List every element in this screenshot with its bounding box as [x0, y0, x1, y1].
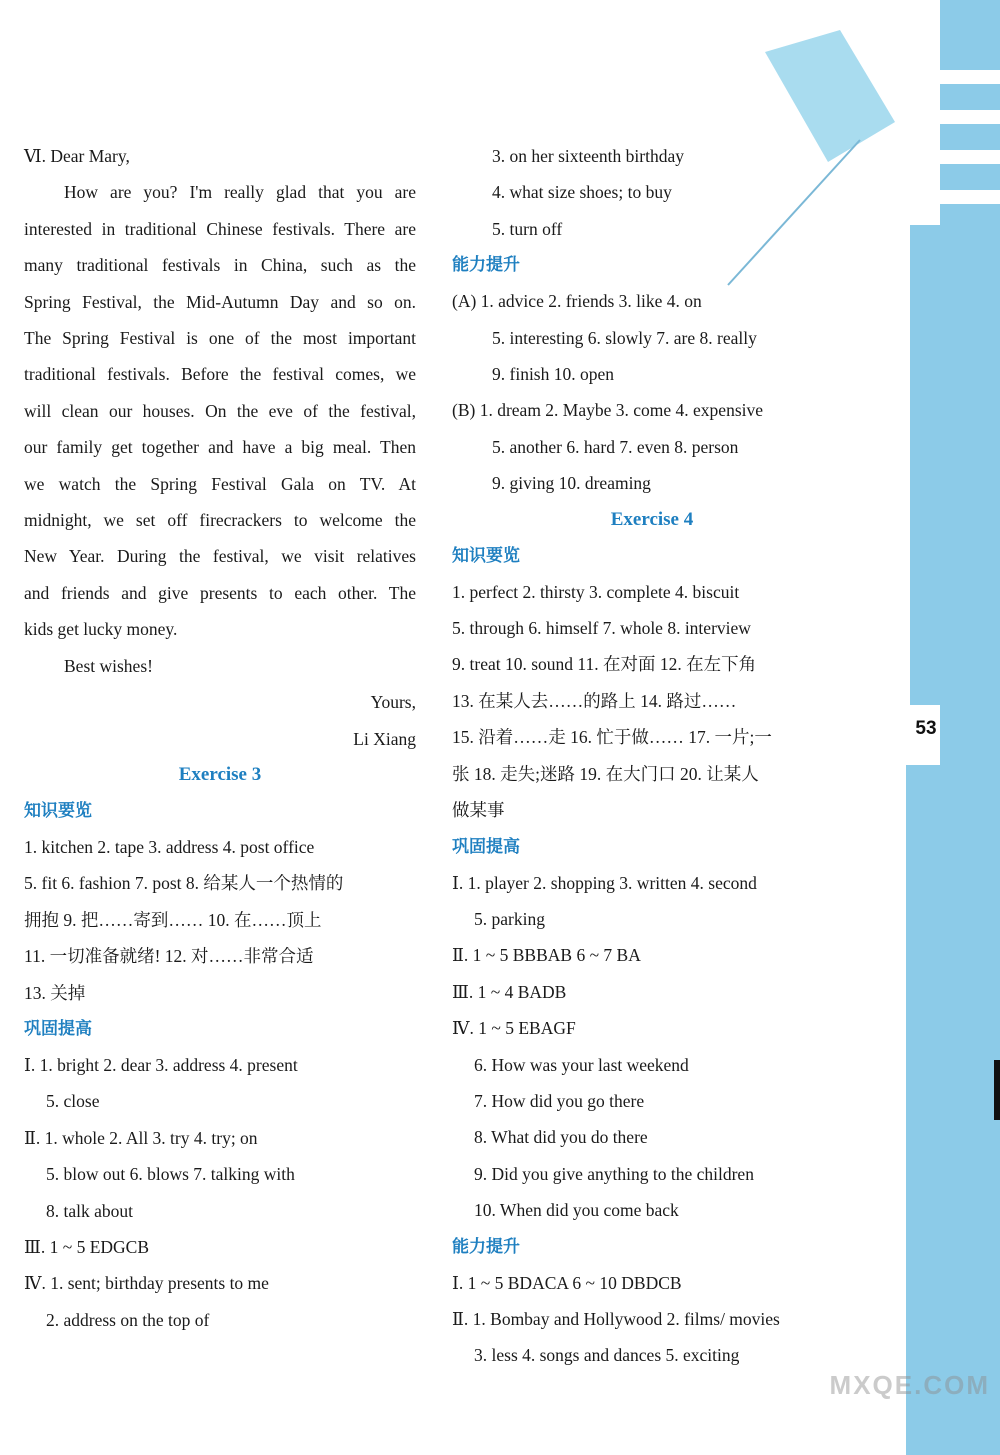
answer-line: Ⅲ. 1 ~ 5 EDGCB	[24, 1236, 150, 1257]
answer-line: 拥抱 9. 把……寄到…… 10. 在……顶上	[24, 909, 322, 930]
answer-line: 4. what size shoes; to buy	[492, 182, 672, 203]
watermark: MXQE.COM	[829, 1370, 990, 1400]
answer-line: Ⅱ. 1. Bombay and Hollywood 2. films/ movies	[452, 1308, 780, 1329]
edge-mark	[994, 1060, 1000, 1120]
answer-line: 15. 沿着……走 16. 忙于做…… 17. 一片;一	[452, 727, 772, 748]
answer-line: 1. kitchen 2. tape 3. address 4. post office	[24, 836, 315, 857]
knowledge-heading: 知识要览	[452, 545, 520, 566]
letter-name: Li Xiang	[353, 728, 416, 749]
answer-line: (B) 1. dream 2. Maybe 3. come 4. expensive	[452, 400, 764, 421]
answer-line: Ⅳ. 1 ~ 5 EBAGF	[452, 1018, 576, 1039]
answer-line: 13. 关掉	[24, 982, 86, 1003]
consolidate-heading: 巩固提高	[24, 1018, 92, 1039]
answer-line: 1. perfect 2. thirsty 3. complete 4. biscuit	[452, 581, 740, 602]
answer-line: 7. How did you go there	[474, 1090, 645, 1111]
letter-line: and friends and give presents to each other. The	[24, 582, 416, 603]
letter-greeting: Ⅵ. Dear Mary,	[24, 146, 130, 166]
answer-line: 9. finish 10. open	[492, 364, 615, 385]
answer-line: Ⅲ. 1 ~ 4 BADB	[452, 981, 567, 1002]
answer-line: Ⅱ. 1 ~ 5 BBBAB 6 ~ 7 BA	[452, 945, 641, 966]
letter-line: New Year. During the festival, we visit relatives	[24, 546, 416, 567]
knowledge-heading: 知识要览	[24, 800, 92, 821]
answer-line: Ⅳ. 1. sent; birthday presents to me	[24, 1273, 269, 1294]
exercise-4-title: Exercise 4	[610, 508, 694, 530]
ability-heading: 能力提升	[452, 255, 520, 276]
letter-line: How are you? I'm really glad that you are	[64, 182, 416, 203]
ability-heading: 能力提升	[452, 1236, 520, 1257]
exercise-3-title: Exercise 3	[178, 763, 262, 785]
letter-line: many traditional festivals in China, such as the	[24, 255, 416, 276]
letter-line: Spring Festival, the Mid-Autumn Day and so on.	[24, 291, 416, 312]
answer-line: 5. fit 6. fashion 7. post 8. 给某人一个热情的	[24, 873, 344, 894]
letter-line: we watch the Spring Festival Gala on TV. At	[24, 473, 416, 494]
letter-signoff: Yours,	[370, 692, 416, 713]
letter-line: our family get together and have a big meal. Then	[24, 437, 416, 458]
answer-line: 5. parking	[474, 908, 545, 929]
answer-line: 11. 一切准备就绪! 12. 对……非常合适	[24, 946, 314, 967]
answer-line: (A) 1. advice 2. friends 3. like 4. on	[452, 291, 702, 312]
letter-line: The Spring Festival is one of the most important	[24, 328, 416, 349]
answer-line: 5. through 6. himself 7. whole 8. interview	[452, 618, 751, 639]
right-column	[452, 138, 852, 1374]
answer-line: Ⅰ. 1. bright 2. dear 3. address 4. present	[24, 1054, 298, 1075]
answer-line: 10. When did you come back	[474, 1200, 679, 1221]
answer-line: 2. address on the top of	[46, 1309, 210, 1330]
letter-line: will clean our houses. On the eve of the festival,	[24, 400, 416, 421]
letter-line: traditional festivals. Before the festival comes, we	[24, 364, 416, 385]
answer-line: 8. talk about	[46, 1200, 133, 1221]
answer-line: 5. interesting 6. slowly 7. are 8. really	[492, 327, 757, 348]
answer-line: 9. giving 10. dreaming	[492, 473, 651, 494]
letter-line: midnight, we set off firecrackers to welcome the	[24, 510, 416, 531]
answer-line: 8. What did you do there	[474, 1127, 648, 1148]
answer-line: 9. treat 10. sound 11. 在对面 12. 在左下角	[452, 654, 757, 675]
answer-line: 3. less 4. songs and dances 5. exciting	[474, 1345, 740, 1366]
answer-line: Ⅰ. 1 ~ 5 BDACA 6 ~ 10 DBDCB	[452, 1272, 682, 1293]
answer-line: Ⅰ. 1. player 2. shopping 3. written 4. second	[452, 872, 757, 893]
answer-line: Ⅱ. 1. whole 2. All 3. try 4. try; on	[24, 1127, 258, 1148]
answer-line: 13. 在某人去……的路上 14. 路过……	[452, 690, 737, 711]
letter-closing: Best wishes!	[64, 655, 153, 676]
answer-line: 5. close	[46, 1091, 100, 1112]
answer-line: 9. Did you give anything to the children	[474, 1163, 754, 1184]
answer-line: 张 18. 走失;迷路 19. 在大门口 20. 让某人	[452, 763, 759, 784]
answer-line: 5. blow out 6. blows 7. talking with	[46, 1164, 295, 1185]
page-number: 53	[915, 718, 937, 739]
left-column	[24, 138, 416, 1338]
answer-line: 6. How was your last weekend	[474, 1054, 689, 1075]
consolidate-heading: 巩固提高	[452, 836, 520, 857]
answer-line: 做某事	[452, 800, 505, 821]
answer-line: 3. on her sixteenth birthday	[492, 146, 684, 166]
answer-line: 5. another 6. hard 7. even 8. person	[492, 436, 739, 457]
letter-line: interested in traditional Chinese festivals. There are	[24, 218, 416, 239]
letter-line: kids get lucky money.	[24, 619, 178, 640]
answer-line: 5. turn off	[492, 218, 563, 239]
